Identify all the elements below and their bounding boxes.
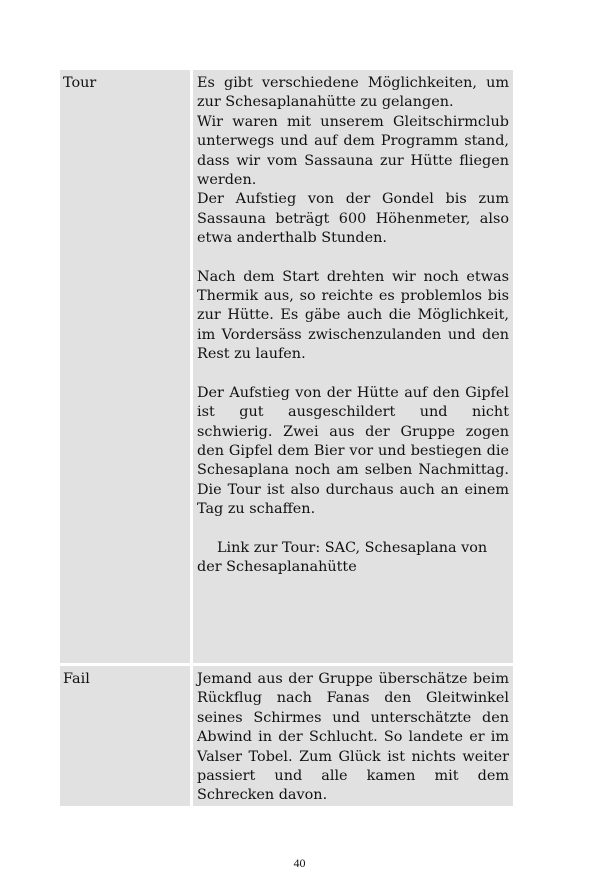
- paragraph: Jemand aus der Gruppe überschätze beim Rückflug nach Fanas den Gleitwinkel seines Schirmes und unterschätzte den Abwind in der Schlucht. So landete er im Valser Tobel. Zum Glück ist nichts weiter passiert und alle kamen mit dem Schrecken davon.: [197, 671, 509, 804]
- tour-link-text: Link zur Tour: SAC, Schesaplana von der Schesaplanahütte: [197, 539, 488, 575]
- paragraph: Wir waren mit unserem Gleitschirmclub unterwegs und auf dem Programm stand, dass wir vom Sassauna zur Hütte fliegen werden.: [197, 113, 509, 189]
- paragraph: Der Aufstieg von der Hütte auf den Gipfel ist gut ausgeschildert und nicht schwierig. Zwei aus der Gruppe zogen den Gipfel dem Bier vor und bestiegen die Schesaplana noch am selben Nachmittag. Die Tour ist also durchaus auch an einem Tag zu schaffen.: [197, 384, 509, 518]
- row-content-fail: [193, 666, 513, 806]
- paragraph: Es gibt verschiedene Möglichkeiten, um zur Schesaplanahütte zu gelangen.: [197, 75, 509, 111]
- row-content-tour: [193, 70, 513, 663]
- table-row-fail: [60, 666, 513, 806]
- table-row-tour: [60, 70, 513, 663]
- row-label-tour: Tour: [60, 70, 190, 663]
- paragraph: Der Aufstieg von der Gondel bis zum Sassauna beträgt 600 Höhenmeter, also etwa anderthalb Stunden.: [197, 191, 509, 247]
- row-label-fail: Fail: [60, 666, 190, 806]
- page-number: 40: [293, 856, 306, 870]
- paragraph: Nach dem Start drehten wir noch etwas Thermik aus, so reichte es problemlos bis zur Hütte. Es gäbe auch die Möglichkeit, im Vordersäss zwischenzulanden und den Rest zu laufen.: [197, 268, 509, 363]
- info-table: [60, 70, 513, 809]
